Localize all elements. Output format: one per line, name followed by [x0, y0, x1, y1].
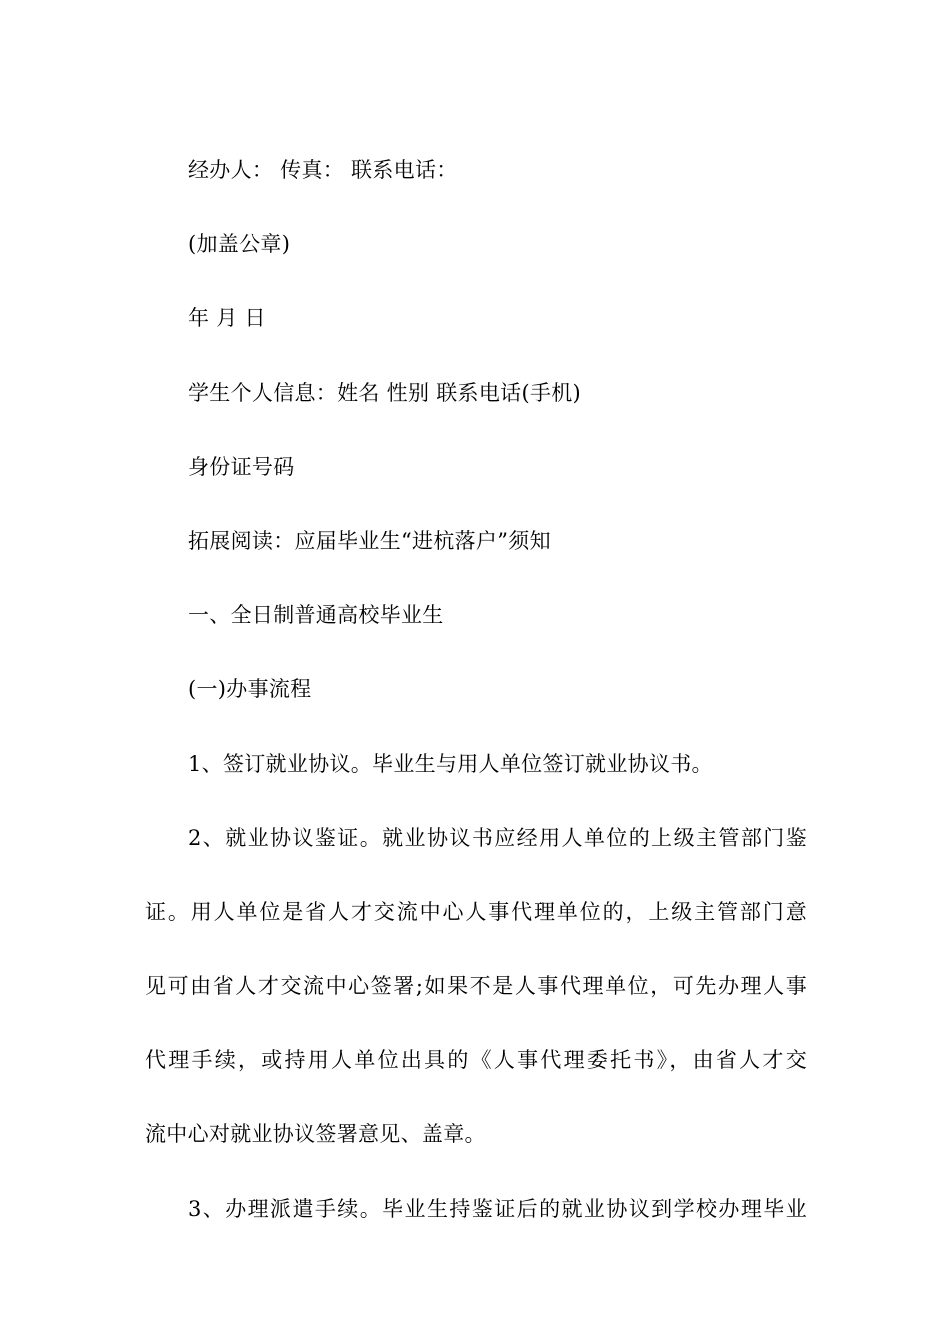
step-2-paragraph-line-5: 流中心对就业协议签署意见、盖章。 [145, 1122, 486, 1147]
date-line: 年 月 日 [188, 306, 266, 331]
id-number-line: 身份证号码 [188, 454, 295, 479]
student-info-line: 学生个人信息：姓名 性别 联系电话(手机) [188, 380, 582, 405]
seal-note: (加盖公章) [188, 232, 291, 257]
document-body [145, 133, 807, 1246]
step-1-paragraph: 1、签订就业协议。毕业生与用人单位签订就业协议书。 [188, 751, 713, 776]
step-2-paragraph-line-2: 证。用人单位是省人才交流中心人事代理单位的，上级主管部门意 [145, 899, 807, 924]
step-2-paragraph-line-3: 见可由省人才交流中心签署;如果不是人事代理单位，可先办理人事 [145, 974, 807, 999]
step-2-paragraph-line-1: 2、就业协议鉴证。就业协议书应经用人单位的上级主管部门鉴 [188, 825, 807, 850]
step-3-paragraph-line-1: 3、办理派遣手续。毕业生持鉴证后的就业协议到学校办理毕业 [188, 1196, 807, 1221]
section-heading: 一、全日制普通高校毕业生 [188, 603, 444, 628]
extended-reading-title: 拓展阅读：应届毕业生“进杭落户”须知 [188, 528, 551, 553]
step-2-paragraph-line-4: 代理手续，或持用人单位出具的《人事代理委托书》，由省人才交 [145, 1048, 807, 1073]
contact-line: 经办人： 传真： 联系电话： [188, 158, 458, 182]
subsection-heading: (一)办事流程 [188, 677, 312, 702]
